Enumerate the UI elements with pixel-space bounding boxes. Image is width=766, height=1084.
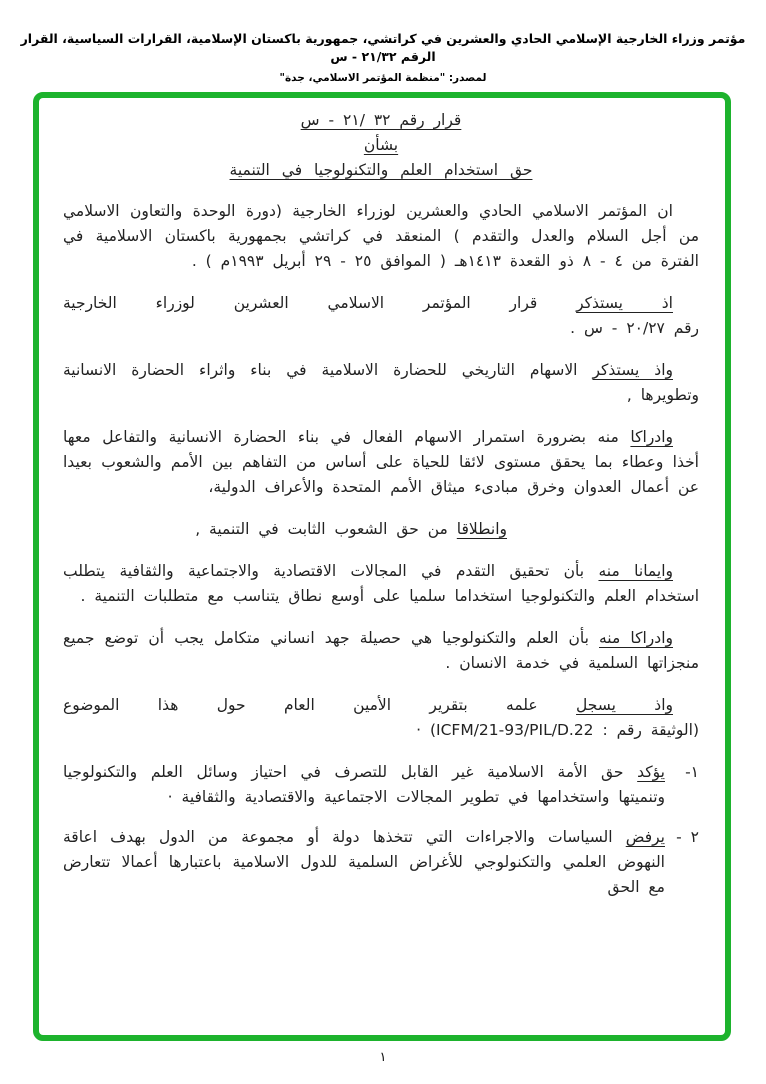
item-text (63, 825, 665, 900)
noting-paragraph (63, 693, 699, 743)
item-lead: يؤكد (637, 763, 665, 781)
paragraph-lead: وايمانا منه (598, 562, 673, 580)
proceeding-paragraph (63, 517, 507, 542)
resolution-document (63, 108, 699, 900)
aware-paragraph (63, 425, 699, 500)
item-lead: يرفض (625, 828, 665, 846)
document-reference: (الوثيقة رقم : ICFM/21-93/PIL/D.22) · (416, 721, 699, 739)
believing-paragraph (63, 559, 699, 609)
paragraph-continuation: رقم ٢٠/٢٧ - س . (570, 319, 699, 337)
realizing-paragraph (63, 626, 699, 676)
paragraph-text: الاسهام التاريخي للحضارة الاسلامية في بناء واثراء الحضارة الانسانية وتطويرها , (63, 361, 699, 404)
paragraph-text: بأن العلم والتكنولوجيا هي حصيلة جهد انساني متكامل يجب أن توضع جميع منجزاتها السلمية في خدمة الانسان . (63, 629, 699, 672)
item-body-text: حق الأمة الاسلامية غير القابل للتصرف في احتياز وسائل العلم والتكنولوجيا وتنميتها واستخدامها في تطوير المجالات الاجتماعية والاقتصادية والثقافية · (63, 763, 665, 806)
paragraph-text: من حق الشعوب الثابت في التنمية , (195, 520, 457, 538)
paragraph-lead: وانطلاقا (456, 520, 507, 538)
operative-item-1 (63, 760, 699, 810)
item-body-text: السياسات والاجراءات التي تتخذها دولة أو مجموعة من الدول بهدف اعاقة النهوض العلمي والتكنولوجي للأغراض السلمية للدول الاسلامية باعتبارها أعمالا تتعارض مع الحق (63, 828, 665, 896)
paragraph-lead: وادراكا منه (599, 629, 673, 647)
paragraph-text: بأن تحقيق التقدم في المجالات الاقتصادية والاجتماعية والثقافية يتطلب استخدام العلم والتكنولوجيا استخداما سلميا على أوسع نطاق يتناسب مع متطلبات التنمية . (63, 562, 699, 605)
citation-title: مؤتمر وزراء الخارجية الإسلامي الحادي والعشرين في كراتشي، جمهورية باكستان الإسلامية، القرارات السياسية، القرار الرقم ٢١/٣٢ - س (20, 31, 746, 64)
paragraph-text: قرار المؤتمر الاسلامي العشرين لوزراء الخارجية (63, 294, 577, 312)
recalling-paragraph (63, 291, 699, 341)
document-frame (33, 92, 731, 1041)
paragraph-lead: اذ يستذكر (576, 294, 673, 312)
resolution-subject-line: حق استخدام العلم والتكنولوجيا في التنمية (229, 161, 533, 179)
citation-source: لمصدر: "منظمة المؤتمر الاسلامي، جدة" (279, 72, 487, 84)
paragraph-text: ان المؤتمر الاسلامي الحادي والعشرين لوزراء الخارجية (دورة الوحدة والتعاون الاسلامي من أجل السلام والعدل والتقدم ) المنعقد في كراتشي بجمهورية باكستان الاسلامية في الفترة من ٤ - ٨ ذو القعدة ١٤١٣هـ ( الموافق ٢٥ - ٢٩ أبريل ١٩٩٣م ) . (63, 202, 699, 270)
recalling-contribution-paragraph (63, 358, 699, 408)
resolution-number-line: قرار رقم ٣٢ /٢١ - س (300, 111, 462, 129)
paragraph-text: منه بضرورة استمرار الاسهام الفعال في بناء الحضارة الانسانية والتفاعل معها أخذا وعطاء بما يحقق مستوى لائقا للحياة على أساس من التفاهم بين الأمم والشعوب بعيدا عن أعمال العدوان وخرق مبادىء ميثاق الأمم المتحدة والأعراف الدولية، (63, 428, 699, 496)
paragraph-text: علمه بتقرير الأمين العام حول هذا الموضوع (63, 696, 577, 714)
paragraph-lead: وادراكا (630, 428, 673, 446)
operative-item-2 (63, 825, 699, 900)
paragraph-lead: واذ يستذكر (592, 361, 673, 379)
item-text (63, 760, 665, 810)
item-number: ٢ - (676, 828, 699, 846)
citation-header (0, 30, 766, 86)
paragraph-lead: واذ يسجل (576, 696, 673, 714)
resolution-title-block (63, 108, 699, 183)
page-number: ١ (379, 1050, 387, 1065)
item-number: ١- (685, 763, 699, 781)
resolution-concerning-line: بشأن (363, 136, 399, 154)
preamble-paragraph (63, 199, 699, 274)
